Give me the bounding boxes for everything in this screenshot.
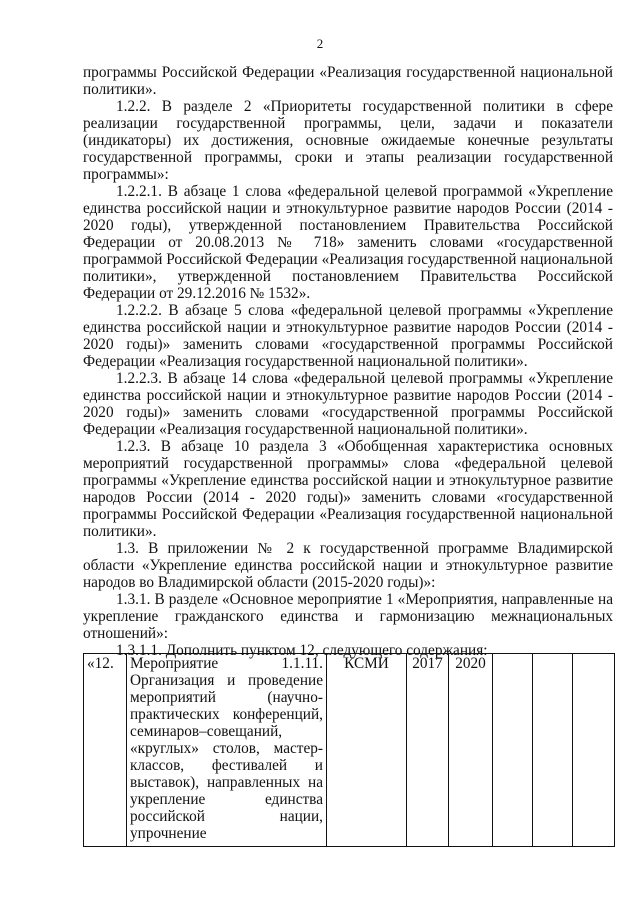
document-body <box>83 64 613 659</box>
start-year-cell: 2017 <box>407 654 449 847</box>
paragraph: 1.3.1.1. Дополнить пунктом 12, следующего содержания: <box>116 642 488 659</box>
paragraph: программы Российской Федерации «Реализация государственной национальной политики». <box>83 64 613 98</box>
paragraph: 1.2.2.2. В абзаце 5 слова «федеральной целевой программы «Укрепление единства российской нации и этнокультурное развитие народов России (2014 - 2020 годы)» заменить словами «государственной программы Российской Федерации «Реализация государственной национальной политики». <box>83 302 613 370</box>
paragraph: 1.3.1. В разделе «Основное мероприятие 1 «Мероприятия, направленные на укрепление гражданского единства и гармонизацию межнациональных отношений»: <box>83 591 613 642</box>
paragraph: 1.2.3. В абзаце 10 раздела 3 «Обобщенная характеристика основных мероприятий государственной программы» слова «федеральной целевой программы «Укрепление единства российской нации и этнокультурное развитие народов России (2014 - 2020 годы)» заменить словами «государственной программы Российской Федерации «Реализация государственной национальной политики». <box>83 438 613 540</box>
page-number: 2 <box>316 36 324 51</box>
paragraph: 1.2.2.3. В абзаце 14 слова «федеральной целевой программы «Укрепление единства российской нации и этнокультурное развитие народов России (2014 - 2020 годы)» заменить словами «государственной программы Российской Федерации «Реализация государственной национальной политики». <box>83 370 613 438</box>
item-description-cell: Мероприятие 1.1.11. Организация и проведение мероприятий (научно-практических конференций, семинаров–совещаний, «круглых» столов, мастер-классов, фестивалей и выставок), направленных на укрепление единства российской нации, упрочнение <box>127 654 327 847</box>
appendix-table <box>83 653 615 847</box>
paragraph: 1.2.2. В разделе 2 «Приоритеты государственной политики в сфере реализации государственной программы, цели, задачи и показатели (индикаторы) их достижения, основные ожидаемые конечные результаты государственной программы, сроки и этапы реализации государственной программы»: <box>83 98 613 183</box>
paragraph: 1.2.2.1. В абзаце 1 слова «федеральной целевой программой «Укрепление единства российской нации и этнокультурное развитие народов России (2014 - 2020 годы), утвержденной постановлением Правительства Российской Федерации от 20.08.2013 № 718» заменить словами «государственной программой Российской Федерации «Реализация государственной национальной политики», утвержденной постановлением Правительства Российской Федерации от 29.12.2016 № 1532». <box>83 183 613 302</box>
paragraph: 1.3. В приложении № 2 к государственной программе Владимирской области «Укрепление единства российской нации и этнокультурное развитие народов во Владимирской области (2015-2020 годы)»: <box>83 540 613 591</box>
table-row <box>84 654 615 847</box>
executor-cell: КСМИ <box>327 654 407 847</box>
empty-cell <box>573 654 615 847</box>
item-number-cell: «12. <box>84 654 127 847</box>
empty-cell <box>493 654 533 847</box>
empty-cell <box>533 654 573 847</box>
end-year-cell: 2020 <box>449 654 493 847</box>
